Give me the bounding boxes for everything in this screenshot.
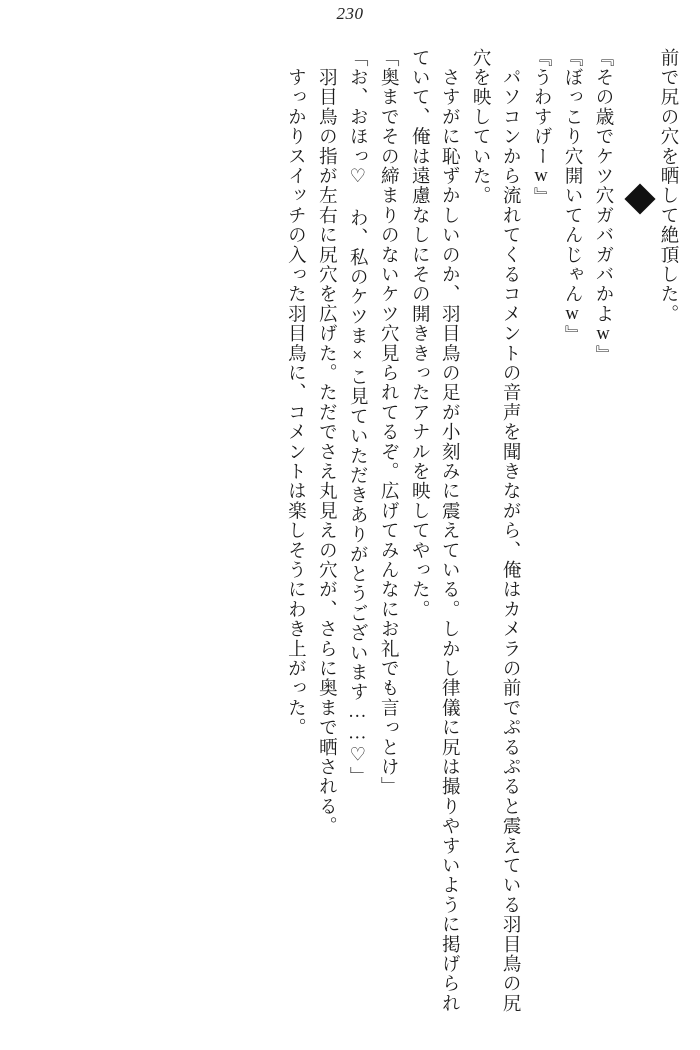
diamond-ornament-icon <box>624 183 655 214</box>
text-column-4: 『うわすげーw』 <box>531 48 552 208</box>
page-body <box>22 48 682 1020</box>
text-column-1: 前で尻の穴を晒して絶頂した。 <box>658 48 678 324</box>
text-column-6: さすがに恥ずかしいのか、羽目鳥の足が小刻みに震えている。しかし律儀に尻は撮りやすいように掲げられていて、俺は遠慮なしにその開ききったアナルを映してやった。 <box>409 48 460 1014</box>
text-column-8: 「お、おほっ♡ わ、私のケツま×こ見ていただきありがとうございます……♡」 <box>347 48 368 787</box>
page-number: 230 <box>336 4 364 23</box>
text-column-2: 『その歳でケツ穴ガバガバかよw』 <box>593 48 614 365</box>
text-column-10: すっかりスイッチの入った羽目鳥に、コメントは楽しそうにわき上がった。 <box>285 48 306 738</box>
text-column-5: パソコンから流れてくるコメントの音声を聞きながら、俺はカメラの前でぷるぷると震えている羽目鳥の尻穴を映していた。 <box>470 48 521 1014</box>
text-column-3: 『ぼっこり穴開いてんじゃんw』 <box>562 48 583 345</box>
text-column-9: 羽目鳥の指が左右に尻穴を広げた。ただでさえ丸見えの穴が、さらに奥まで晒される。 <box>316 48 337 836</box>
text-column-7: 「奥までその締まりのないケツ穴見られてるぞ。広げてみんなにお礼でも言っとけ」 <box>378 48 399 797</box>
ornament-column <box>617 48 651 1020</box>
